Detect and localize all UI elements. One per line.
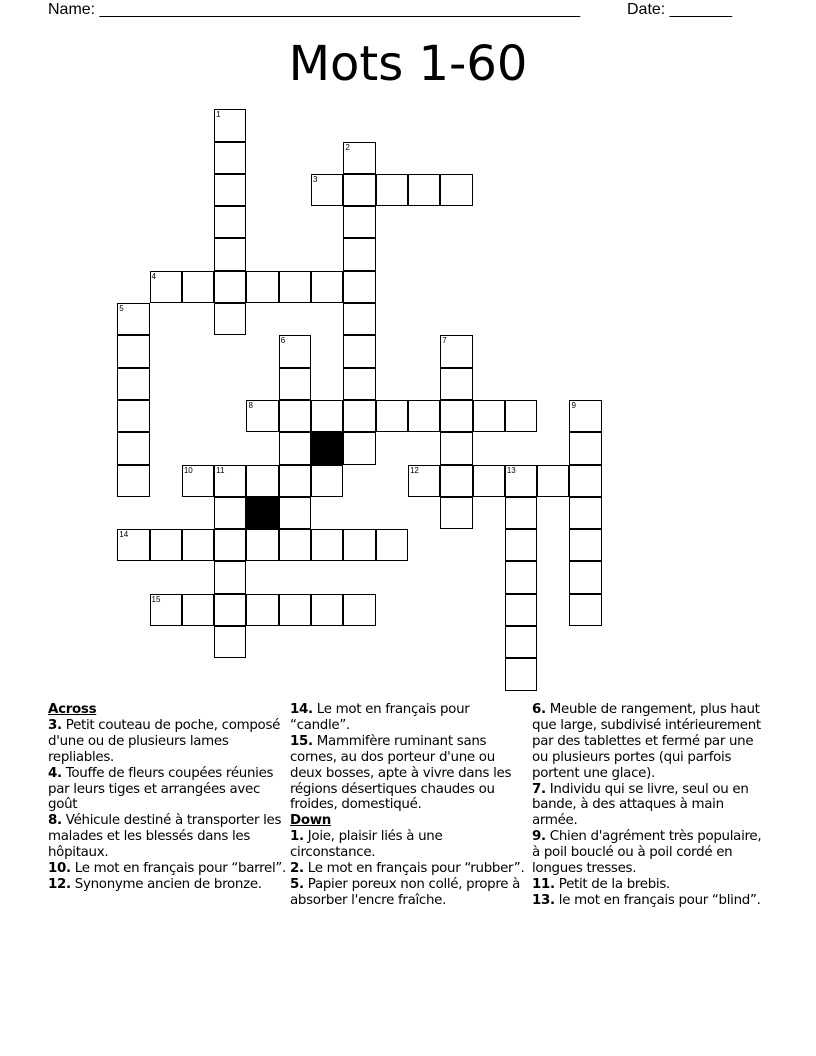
clue-across-14: 14. Le mot en français pour “candle”. — [290, 702, 470, 733]
grid-cell[interactable] — [343, 432, 375, 464]
black-cell — [311, 432, 343, 464]
clue-number: 10 — [183, 465, 193, 475]
grid-cell[interactable] — [117, 400, 149, 432]
grid-cell[interactable] — [117, 432, 149, 464]
clue-number: 3 — [313, 174, 318, 184]
clue-number: 9 — [571, 400, 576, 410]
grid-cell[interactable] — [505, 594, 537, 626]
grid-cell[interactable] — [473, 400, 505, 432]
clue-across-15: 15. Mammifère ruminant sans cornes, au dos porteur d'une ou deux bosses, apte à vivre dans les régions désertiques chaudes ou froides, domestiqué. — [290, 733, 512, 813]
clue-down-13: 13. le mot en français pour “blind”. — [532, 892, 761, 908]
name-field[interactable] — [48, 1, 580, 19]
down-heading: Down — [290, 813, 332, 829]
grid-cell[interactable] — [279, 465, 311, 497]
date-label: Date: — [627, 1, 666, 18]
grid-cell[interactable] — [150, 271, 182, 303]
name-line[interactable]: ______________________________________________________ — [99, 1, 581, 18]
grid-cell[interactable] — [279, 432, 311, 464]
grid-cell[interactable] — [182, 271, 214, 303]
grid-cell[interactable] — [214, 497, 246, 529]
grid-cell[interactable] — [279, 335, 311, 367]
grid-cell[interactable] — [505, 465, 537, 497]
clue-number: 5 — [119, 304, 124, 314]
grid-cell[interactable] — [408, 174, 440, 206]
grid-cell[interactable] — [311, 174, 343, 206]
grid-cell[interactable] — [214, 465, 246, 497]
clues-column-2 — [290, 702, 530, 909]
name-label: Name: — [48, 1, 96, 18]
grid-cell[interactable] — [214, 271, 246, 303]
date-field[interactable] — [627, 1, 732, 19]
grid-cell[interactable] — [343, 529, 375, 561]
clue-down-6: 6. Meuble de rangement, plus haut que large, subdivisé intérieurement par des tablettes et fermé par une ou plusieurs portes (qui parfois portent une glace). — [532, 702, 761, 781]
grid-cell[interactable] — [569, 594, 601, 626]
clue-across-3: 3. Petit couteau de poche, composé d'une ou de plusieurs lames repliables. — [48, 717, 281, 765]
grid-cell[interactable] — [376, 400, 408, 432]
grid-cell[interactable] — [343, 594, 375, 626]
grid-cell[interactable] — [214, 561, 246, 593]
clue-number: 11 — [216, 465, 225, 475]
grid-cell[interactable] — [408, 465, 440, 497]
grid-cell[interactable] — [376, 174, 408, 206]
clue-number: 12 — [409, 465, 419, 475]
clue-down-5: 5. Papier poreux non collé, propre à absorber l'encre fraîche. — [290, 876, 521, 908]
grid-cell[interactable] — [246, 594, 278, 626]
grid-cell[interactable] — [505, 658, 537, 690]
grid-cell[interactable] — [440, 432, 472, 464]
grid-cell[interactable] — [182, 465, 214, 497]
grid-cell[interactable] — [246, 271, 278, 303]
clue-across-10: 10. Le mot en français pour “barrel”. — [48, 861, 286, 877]
clue-number: 2 — [345, 142, 350, 152]
grid-cell[interactable] — [343, 174, 375, 206]
grid-cell[interactable] — [279, 497, 311, 529]
clue-number: 15 — [151, 594, 161, 604]
grid-cell[interactable] — [343, 238, 375, 270]
grid-cell[interactable] — [117, 335, 149, 367]
grid-cell[interactable] — [343, 271, 375, 303]
clue-across-4: 4. Touffe de fleurs coupées réunies par leurs tiges et arrangées avec goût — [48, 765, 274, 813]
clue-number: 14 — [119, 530, 129, 540]
grid-cell[interactable] — [505, 497, 537, 529]
grid-cell[interactable] — [376, 529, 408, 561]
grid-cell[interactable] — [343, 303, 375, 335]
grid-cell[interactable] — [150, 594, 182, 626]
grid-cell[interactable] — [214, 109, 246, 141]
grid-cell[interactable] — [311, 594, 343, 626]
clue-across-12: 12. Synonyme ancien de bronze. — [48, 876, 262, 892]
grid-cell[interactable] — [279, 529, 311, 561]
grid-cell[interactable] — [117, 368, 149, 400]
grid-cell[interactable] — [311, 271, 343, 303]
grid-cell[interactable] — [473, 465, 505, 497]
grid-cell[interactable] — [214, 594, 246, 626]
grid-cell[interactable] — [440, 335, 472, 367]
clue-down-1: 1. Joie, plaisir liés à une circonstance. — [290, 829, 443, 861]
grid-cell[interactable] — [440, 368, 472, 400]
grid-cell[interactable] — [214, 626, 246, 658]
clue-down-9: 9. Chien d'agrément très populaire, à poil bouclé ou à poil cordé en longues tresses. — [532, 829, 762, 877]
clue-down-11: 11. Petit de la brebis. — [532, 876, 670, 892]
grid-cell[interactable] — [505, 400, 537, 432]
grid-cell[interactable] — [343, 142, 375, 174]
grid-cell[interactable] — [311, 529, 343, 561]
grid-cell[interactable] — [569, 432, 601, 464]
grid-cell[interactable] — [569, 497, 601, 529]
across-heading: Across — [48, 702, 97, 717]
grid-cell[interactable] — [246, 465, 278, 497]
grid-cell[interactable] — [279, 400, 311, 432]
grid-cell[interactable] — [311, 465, 343, 497]
grid-cell[interactable] — [569, 465, 601, 497]
grid-cell[interactable] — [214, 206, 246, 238]
grid-cell[interactable] — [311, 400, 343, 432]
grid-cell[interactable] — [505, 529, 537, 561]
grid-cell[interactable] — [214, 303, 246, 335]
grid-cell[interactable] — [343, 335, 375, 367]
grid-cell[interactable] — [214, 529, 246, 561]
clue-number: 8 — [248, 400, 253, 410]
grid-cell[interactable] — [182, 529, 214, 561]
grid-cell[interactable] — [343, 400, 375, 432]
grid-cell[interactable] — [150, 529, 182, 561]
grid-cell[interactable] — [440, 174, 472, 206]
grid-cell[interactable] — [117, 303, 149, 335]
clue-down-7: 7. Individu qui se livre, seul ou en bande, à des attaques à main armée. — [532, 781, 749, 829]
date-line[interactable]: _______ — [669, 1, 732, 18]
clue-number: 4 — [151, 271, 156, 281]
grid-cell[interactable] — [537, 465, 569, 497]
clues-column-1 — [48, 702, 288, 893]
clue-number: 7 — [442, 336, 447, 346]
grid-cell[interactable] — [182, 594, 214, 626]
grid-cell[interactable] — [343, 206, 375, 238]
grid-cell[interactable] — [440, 465, 472, 497]
grid-cell[interactable] — [569, 400, 601, 432]
grid-cell[interactable] — [279, 594, 311, 626]
grid-cell[interactable] — [117, 465, 149, 497]
clue-number: 13 — [506, 465, 516, 475]
clues-column-3 — [532, 702, 772, 909]
grid-cell[interactable] — [214, 142, 246, 174]
grid-cell[interactable] — [440, 400, 472, 432]
grid-cell[interactable] — [505, 626, 537, 658]
page-title: Mots 1-60 — [288, 36, 528, 92]
grid-cell[interactable] — [408, 400, 440, 432]
grid-cell[interactable] — [214, 174, 246, 206]
clue-down-2: 2. Le mot en français pour “rubber”. — [290, 861, 525, 877]
grid-cell[interactable] — [343, 368, 375, 400]
grid-cell[interactable] — [246, 529, 278, 561]
clue-number: 6 — [280, 336, 286, 346]
clue-across-8: 8. Véhicule destiné à transporter les malades et les blessés dans les hôpitaux. — [48, 813, 282, 861]
grid-cell[interactable] — [214, 238, 246, 270]
clue-number: 1 — [216, 110, 221, 120]
grid-cell[interactable] — [279, 271, 311, 303]
grid-cell[interactable] — [279, 368, 311, 400]
grid-cell[interactable] — [440, 497, 472, 529]
grid-cell[interactable] — [117, 529, 149, 561]
grid-cell[interactable] — [505, 561, 537, 593]
black-cell — [246, 497, 278, 529]
grid-cell[interactable] — [569, 561, 601, 593]
grid-cell[interactable] — [569, 529, 601, 561]
grid-cell[interactable] — [246, 400, 278, 432]
